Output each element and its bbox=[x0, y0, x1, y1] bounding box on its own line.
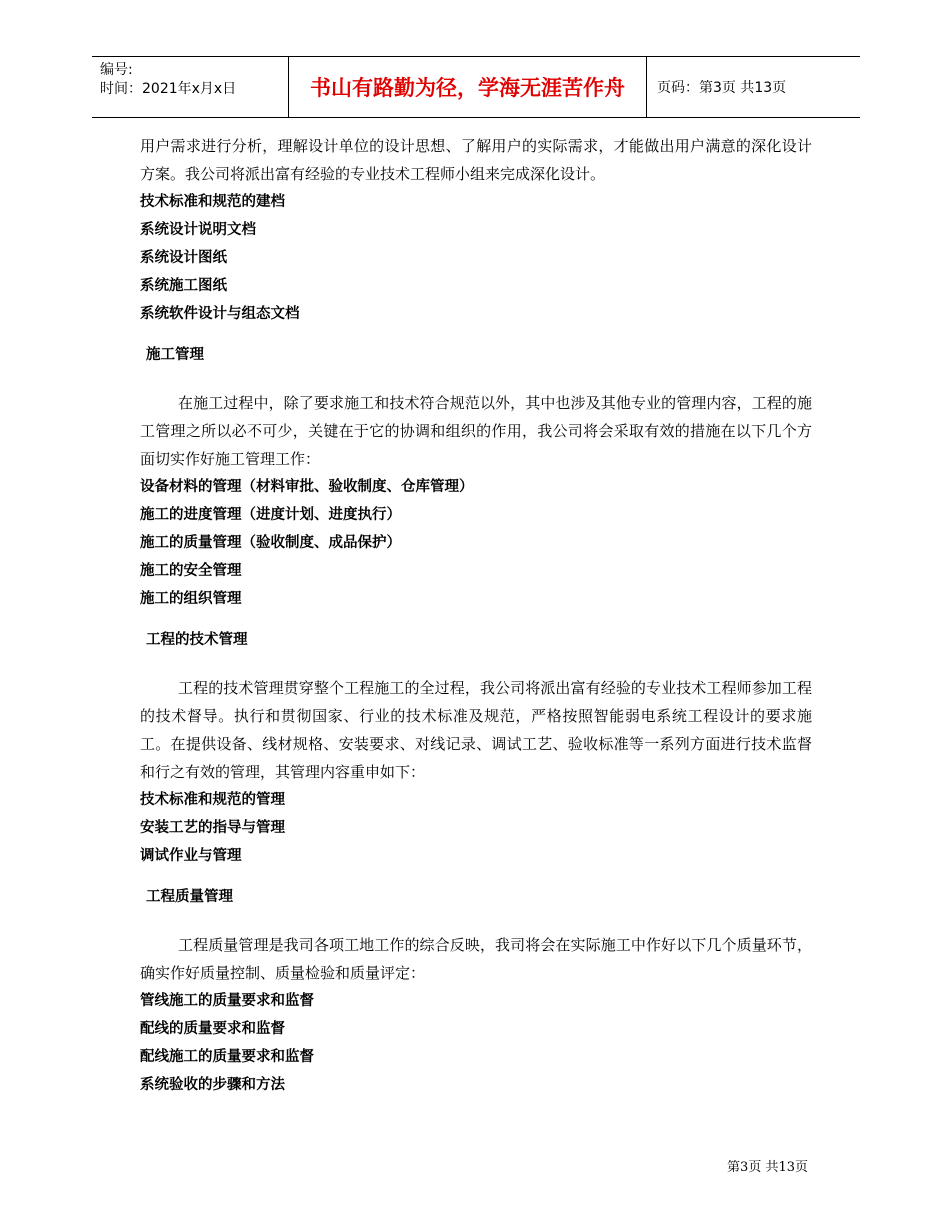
list-item: 系统施工图纸 bbox=[140, 278, 227, 294]
list-item: 系统设计说明文档 bbox=[140, 222, 256, 238]
list-item: 技术标准和规范的管理 bbox=[140, 792, 285, 808]
list-design-docs bbox=[140, 188, 812, 328]
heading-construction: 施工管理 bbox=[146, 347, 204, 363]
header-meta bbox=[92, 57, 288, 117]
list-item: 设备材料的管理（材料审批、验收制度、仓库管理） bbox=[140, 479, 474, 495]
paragraph-construction: 在施工过程中，除了要求施工和技术符合规范以外，其中也涉及其他专业的管理内容，工程的施工管理之所以必不可少，关键在于它的协调和组织的作用，我公司将会采取有效的措施在以下几个方面切实作好施工管理工作： bbox=[140, 394, 812, 468]
list-item: 配线的质量要求和监督 bbox=[140, 1021, 285, 1037]
list-item: 施工的进度管理（进度计划、进度执行） bbox=[140, 507, 401, 523]
list-item: 配线施工的质量要求和监督 bbox=[140, 1049, 314, 1065]
list-item: 施工的组织管理 bbox=[140, 591, 242, 607]
list-item: 系统验收的步骤和方法 bbox=[140, 1077, 285, 1093]
header-page-info bbox=[647, 57, 860, 117]
paragraph-quality: 工程质量管理是我司各项工地工作的综合反映，我司将会在实际施工中作好以下几个质量环节，确实作好质量控制、质量检验和质量评定： bbox=[140, 936, 812, 982]
list-construction bbox=[140, 473, 812, 613]
time-label: 时间：2021年x月x日 bbox=[100, 81, 237, 97]
list-tech bbox=[140, 786, 812, 870]
paragraph-tech: 工程的技术管理贯穿整个工程施工的全过程，我公司将派出富有经验的专业技术工程师参加工程的技术督导。执行和贯彻国家、行业的技术标准及规范，严格按照智能弱电系统工程设计的要求施工。在提供设备、线材规格、安装要求、对线记录、调试工艺、验收标准等一系列方面进行技术监督和行之有效的管理，其管理内容重申如下： bbox=[140, 679, 812, 781]
heading-tech: 工程的技术管理 bbox=[146, 632, 248, 648]
list-quality bbox=[140, 987, 812, 1099]
motto: 书山有路勤为径，学海无涯苦作舟 bbox=[288, 57, 647, 117]
list-item: 管线施工的质量要求和监督 bbox=[140, 993, 314, 1009]
page-label: 页码：第3页 共13页 bbox=[657, 80, 787, 96]
list-item: 安装工艺的指导与管理 bbox=[140, 820, 285, 836]
list-item: 技术标准和规范的建档 bbox=[140, 194, 285, 210]
list-item: 调试作业与管理 bbox=[140, 848, 242, 864]
page-footer: 第3页 共13页 bbox=[727, 1160, 808, 1175]
list-item: 系统软件设计与组态文档 bbox=[140, 306, 300, 322]
list-item: 施工的安全管理 bbox=[140, 563, 242, 579]
list-item: 系统设计图纸 bbox=[140, 250, 227, 266]
heading-quality: 工程质量管理 bbox=[146, 889, 233, 905]
paragraph-intro: 用户需求进行分析，理解设计单位的设计思想、了解用户的实际需求，才能做出用户满意的深化设计方案。我公司将派出富有经验的专业技术工程师小组来完成深化设计。 bbox=[140, 137, 812, 183]
list-item: 施工的质量管理（验收制度、成品保护） bbox=[140, 535, 401, 551]
number-label: 编号: bbox=[100, 62, 133, 78]
page-header bbox=[92, 56, 860, 118]
